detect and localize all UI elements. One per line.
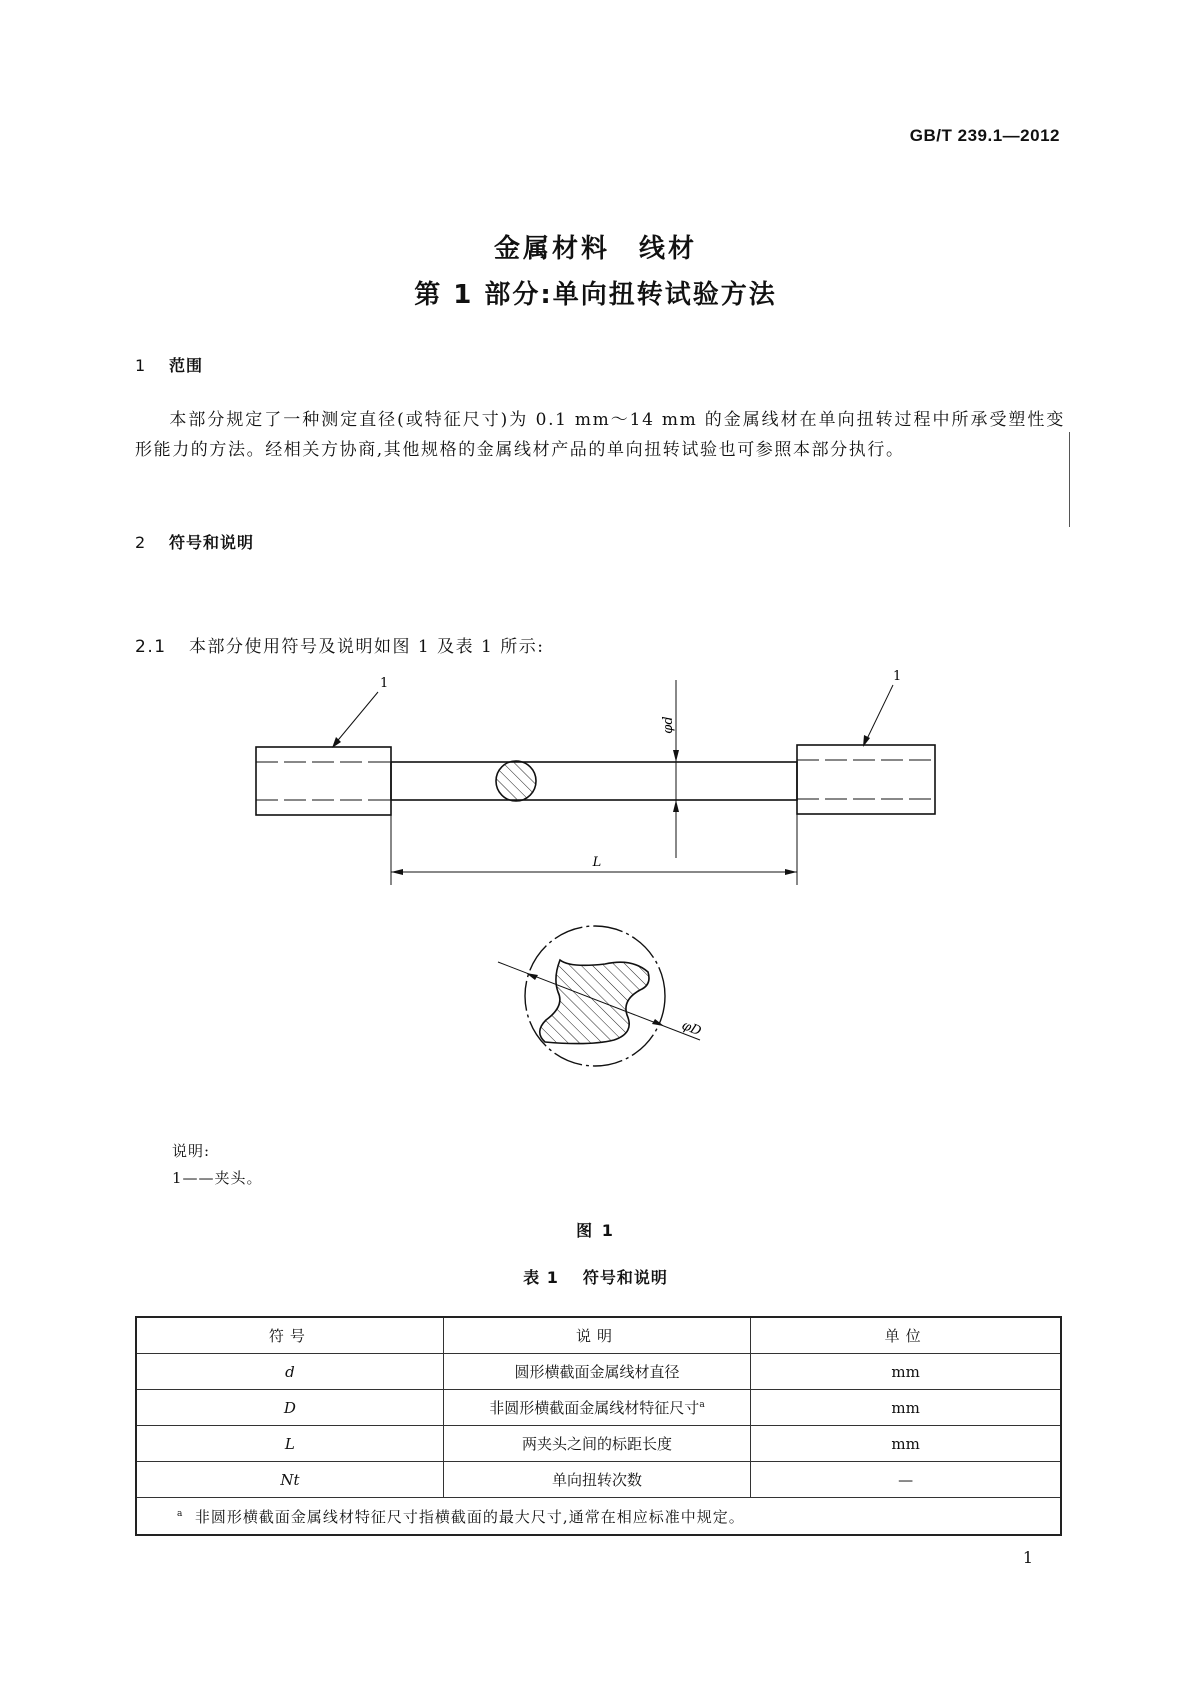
footnote-mark: a — [177, 1508, 184, 1519]
section-title: 范围 — [169, 356, 204, 375]
description-cell: 两夹头之间的标距长度 — [443, 1426, 750, 1462]
unit-cell: mm — [751, 1390, 1061, 1426]
clause-text: 本部分使用符号及说明如图 1 及表 1 所示: — [189, 637, 545, 657]
table-row — [136, 1426, 1061, 1462]
header-unit: 单位 — [751, 1317, 1061, 1354]
footnote-ref: a — [699, 1400, 705, 1410]
profile-section — [540, 960, 649, 1044]
symbol-cell: D — [136, 1390, 443, 1426]
header-symbol: 符号 — [136, 1317, 443, 1354]
diameter-label: φd — [661, 716, 676, 734]
section-1-text: 本部分规定了一种测定直径(或特征尺寸)为 0.1 mm～14 mm 的金属线材在单向扭转过程中所承受塑性变形能力的方法。经相关方协商,其他规格的金属线材产品的单向扭转试验也可参照本部分执行。 — [135, 410, 1065, 460]
clause-number: 2.1 — [135, 637, 167, 657]
symbols-table — [135, 1316, 1062, 1536]
standard-number: GB/T 239.1—2012 — [909, 126, 1060, 145]
feature-size-label: φD — [679, 1018, 704, 1040]
wire-section — [496, 761, 536, 801]
description-text: 非圆形横截面金属线材特征尺寸 — [489, 1399, 700, 1417]
legend-title: 说明: — [172, 1142, 211, 1160]
table-number: 表 1 — [523, 1268, 559, 1287]
section-title: 符号和说明 — [169, 533, 255, 552]
page-number: 1 — [1022, 1548, 1033, 1567]
grip-label-left: 1 — [380, 676, 389, 691]
unit-cell: mm — [751, 1354, 1061, 1390]
title-line-1: 金属材料 线材 — [493, 234, 697, 264]
description-cell: 圆形横截面金属线材直径 — [443, 1354, 750, 1390]
left-grip — [256, 747, 391, 815]
section-number: 1 — [135, 356, 147, 375]
unit-cell: — — [751, 1462, 1061, 1498]
legend-item: 1——夹头。 — [172, 1169, 263, 1187]
table-footnote — [136, 1498, 1061, 1536]
table-row — [136, 1390, 1061, 1426]
symbol-cell: Nt — [136, 1462, 443, 1498]
unit-cell: mm — [751, 1426, 1061, 1462]
wire-specimen — [391, 762, 797, 800]
table-header-row — [136, 1317, 1061, 1354]
length-label: L — [592, 855, 602, 870]
grip-label-right: 1 — [893, 669, 902, 684]
table-caption — [0, 1265, 1191, 1288]
description-cell: 单向扭转次数 — [443, 1462, 750, 1498]
right-grip — [797, 745, 935, 814]
description-cell — [443, 1390, 750, 1426]
table-row — [136, 1354, 1061, 1390]
symbol-cell: L — [136, 1426, 443, 1462]
footnote-text: 非圆形横截面金属线材特征尺寸指横截面的最大尺寸,通常在相应标准中规定。 — [194, 1507, 745, 1526]
title-line-2: 第 1 部分:单向扭转试验方法 — [414, 280, 777, 310]
header-description: 说明 — [443, 1317, 750, 1354]
figure-caption: 图 1 — [576, 1221, 615, 1240]
section-number: 2 — [135, 533, 147, 552]
table-title: 符号和说明 — [582, 1268, 668, 1287]
table-footnote-row — [136, 1498, 1061, 1536]
table-row — [136, 1462, 1061, 1498]
symbol-cell: d — [136, 1354, 443, 1390]
